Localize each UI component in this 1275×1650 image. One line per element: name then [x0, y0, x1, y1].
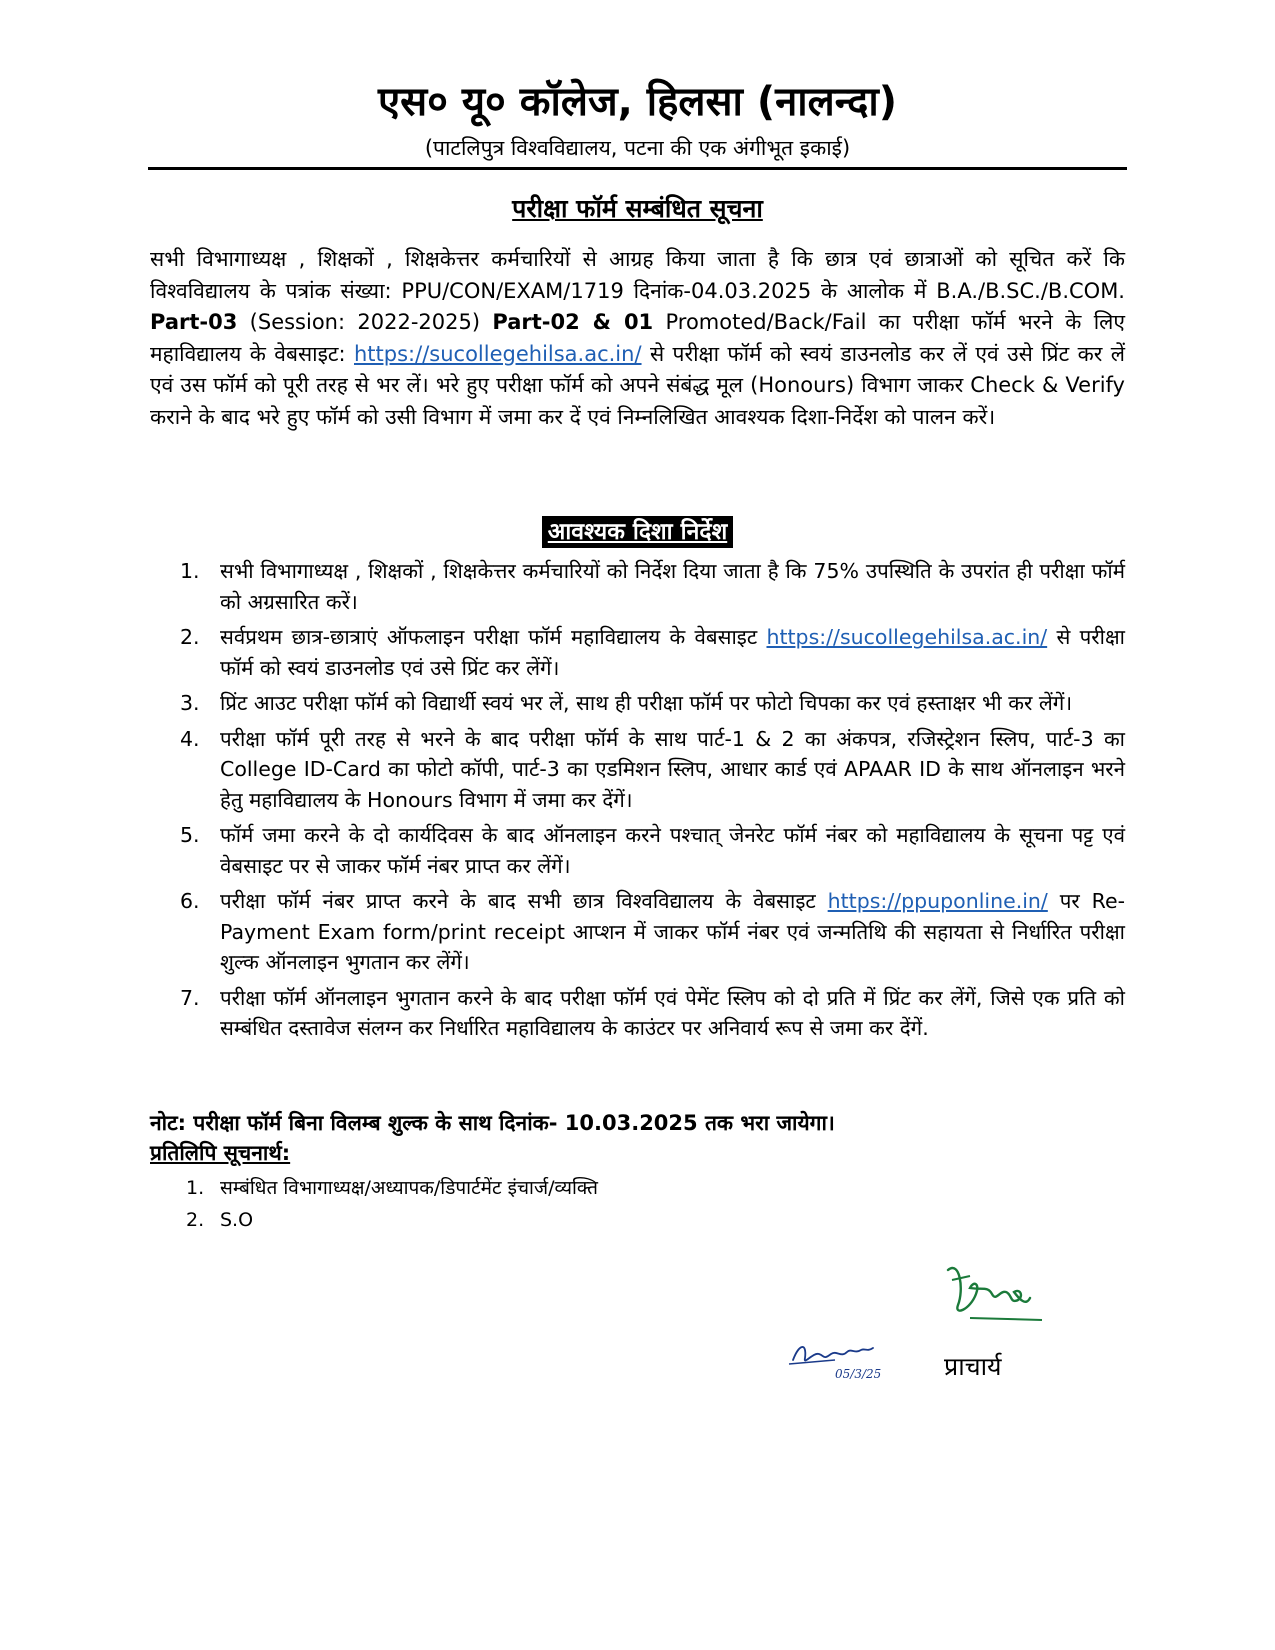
direction-item	[180, 886, 1125, 978]
intro-text-4: से परीक्षा फॉर्म को स्वयं डाउनलोड कर लें एवं उसे प्रिंट कर लें एवं उस फॉर्म को पूरी तरह से भर लें। भरे हुए परीक्षा फॉर्म को अपने संबंद्ध मूल (Honours) विभाग जाकर Check & Verify कराने के बाद भरे हुए फॉर्म को उसी विभाग में जमा कर दें एवं निम्नलिखित आवश्यक दिशा-निर्देश को पालन करें।	[150, 341, 1125, 429]
direction-number: 1.	[180, 559, 200, 583]
principal-designation: प्राचार्य	[944, 1352, 1002, 1381]
direction-text: परीक्षा फॉर्म नंबर प्राप्त करने के बाद सभी छात्र विश्वविद्यालय के वेबसाइट	[220, 889, 828, 913]
direction-text: फॉर्म जमा करने के दो कार्यदिवस के बाद ऑनलाइन करने पश्चात् जेनरेट फॉर्म नंबर को महाविद्यालय के सूचना पट्ट एवं वेबसाइट पर से जाकर फॉर्म नंबर प्राप्त कर लेंगें।	[220, 823, 1125, 878]
direction-number: 7.	[180, 985, 200, 1010]
college-affiliation: (पाटलिपुत्र विश्वविद्यालय, पटना की एक अंगीभूत इकाई)	[424, 136, 851, 160]
direction-item	[180, 622, 1125, 683]
direction-item	[180, 820, 1125, 881]
direction-text: से परीक्षा फॉर्म को स्वयं डाउनलोड एवं उसे प्रिंट कर लेंगें।	[220, 625, 1125, 680]
header-divider	[148, 167, 1127, 170]
principal-signature-icon	[930, 1250, 1050, 1340]
direction-item	[180, 688, 1125, 719]
intro-text-1: सभी विभागाध्यक्ष , शिक्षकों , शिक्षकेत्तर कर्मचारियों से आग्रह किया जाता है कि छात्र एवं छात्राओं को सूचित करें कि विश्वविद्यालय के पत्रांक संख्या: PPU/CON/EXAM/1719 दिनांक-04.03.2025 के आलोक में B.A./B.SC./B.COM.	[150, 247, 1125, 303]
intro-bold-part3: Part-03	[150, 310, 238, 334]
intro-bold-part2-01: Part-02 & 01	[492, 310, 654, 334]
college-website-link[interactable]: https://sucollegehilsa.ac.in/	[766, 625, 1048, 649]
clerk-initial-signature-icon	[785, 1330, 905, 1390]
direction-item	[180, 556, 1125, 617]
copy-item	[186, 1204, 598, 1236]
college-name: एस० यू० कॉलेज, हिलसा (नालन्दा)	[377, 79, 898, 125]
directions-list	[180, 556, 1125, 1049]
direction-number: 2.	[180, 625, 200, 649]
direction-number: 6.	[180, 889, 200, 913]
signature-date: 05/3/25	[835, 1367, 882, 1381]
directions-heading-wrap	[148, 516, 1127, 548]
direction-text: परीक्षा फॉर्म ऑनलाइन भुगतान करने के बाद परीक्षा फॉर्म एवं पेमेंट स्लिप को दो प्रति में प्रिंट कर लेंगें, जिसे एक प्रति को सम्बंधित दस्तावेज संलग्न कर निर्धारित महाविद्यालय के काउंटर पर अनिवार्य रूप से जमा कर देंगें.	[220, 985, 1125, 1040]
direction-text: प्रिंट आउट परीक्षा फॉर्म को विद्यार्थी स्वयं भर लें, साथ ही परीक्षा फॉर्म पर फोटो चिपका कर एवं हस्ताक्षर भी कर लेंगें।	[220, 691, 1073, 715]
direction-text: परीक्षा फॉर्म पूरी तरह से भरने के बाद परीक्षा फॉर्म के साथ पार्ट-1 & 2 का अंकपत्र, रजिस्ट्रेशन स्लिप, पार्ट-3 का College ID-Card का फोटो कॉपी, पार्ट-3 का एडमिशन स्लिप, आधार कार्ड एवं APAAR ID के साथ ऑनलाइन भरने हेतु महाविद्यालय के Honours विभाग में जमा कर देंगें।	[220, 726, 1125, 812]
direction-text: सभी विभागाध्यक्ष , शिक्षकों , शिक्षकेत्तर कर्मचारियों को निर्देश दिया जाता है कि 75% उपस्थिति के उपरांत ही परीक्षा फॉर्म को अग्रसारित करें।	[220, 559, 1125, 614]
college-website-link[interactable]: https://sucollegehilsa.ac.in/	[354, 341, 642, 366]
copy-item	[186, 1172, 598, 1204]
copy-text: S.O	[220, 1209, 254, 1231]
deadline-note: नोट: परीक्षा फॉर्म बिना विलम्ब शुल्क के साथ दिनांक- 10.03.2025 तक भरा जायेगा।	[150, 1111, 835, 1135]
direction-text: पर Re-Payment Exam form/print receipt आप्शन में जाकर फॉर्म नंबर एवं जन्मतिथि की सहायता से निर्धारित परीक्षा शुल्क ऑनलाइन भुगतान कर लेंगें।	[220, 889, 1125, 974]
university-website-link[interactable]: https://ppuponline.in/	[827, 889, 1048, 913]
intro-paragraph	[150, 244, 1125, 433]
direction-number: 4.	[180, 726, 200, 751]
notice-title: परीक्षा फॉर्म सम्बंधित सूचना	[512, 194, 763, 223]
copy-text: सम्बंधित विभागाध्यक्ष/अध्यापक/डिपार्टमेंट इंचार्ज/व्यक्ति	[220, 1177, 598, 1199]
copy-number: 1.	[186, 1177, 205, 1199]
copy-heading: प्रतिलिपि सूचनार्थ:	[150, 1141, 291, 1165]
direction-text: सर्वप्रथम छात्र-छात्राएं ऑफलाइन परीक्षा फॉर्म महाविद्यालय के वेबसाइट	[220, 625, 767, 649]
direction-item	[180, 724, 1125, 816]
direction-number: 3.	[180, 691, 200, 715]
copy-list	[186, 1172, 598, 1236]
copy-number: 2.	[186, 1209, 205, 1231]
intro-text-3: Promoted/Back/Fail का परीक्षा फॉर्म भरने के लिए महाविद्यालय के वेबसाइट:	[150, 310, 1125, 366]
intro-text-2: (Session: 2022-2025)	[237, 310, 493, 334]
direction-item	[180, 983, 1125, 1044]
directions-heading: आवश्यक दिशा निर्देश	[542, 516, 733, 548]
direction-number: 5.	[180, 823, 200, 847]
